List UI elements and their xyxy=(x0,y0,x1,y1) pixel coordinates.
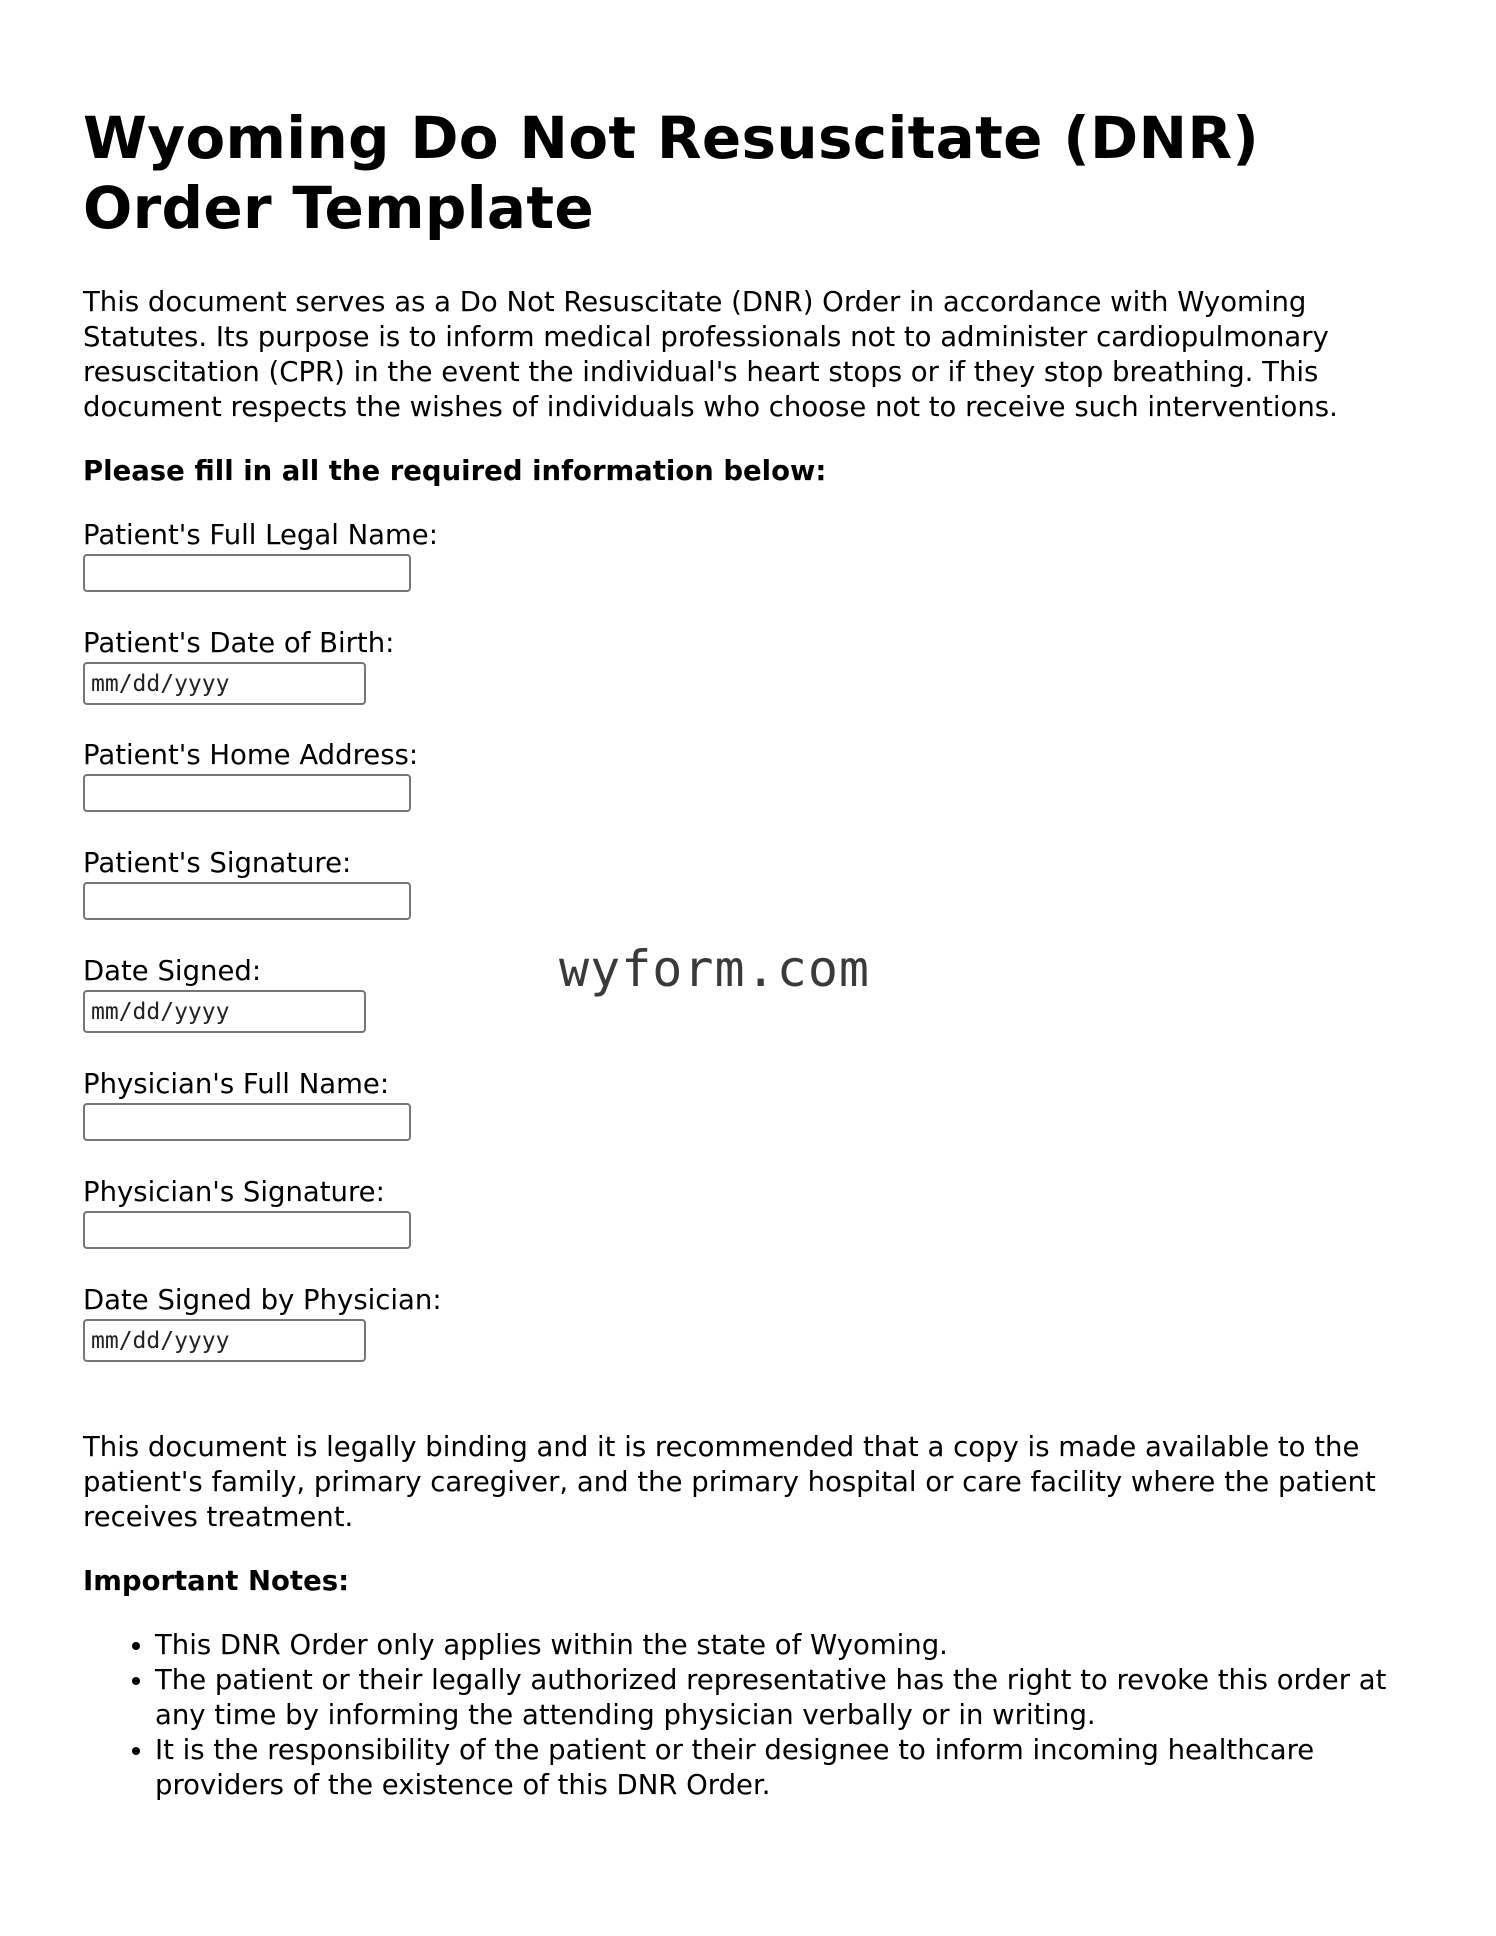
closing-paragraph: This document is legally binding and it is recommended that a copy is made available to the patient's family, primary caregiver, and the primary hospital or care facility where the patient receives treatment. xyxy=(83,1431,1376,1533)
intro-paragraph: This document serves as a Do Not Resuscitate (DNR) Order in accordance with Wyoming Statutes. Its purpose is to inform medical professionals not to administer cardiopulmonary resuscitation (CPR) in the event the individual's heart stops or if they stop breathing. This document respects the wishes of individuals who choose not to receive such interventions. xyxy=(83,286,1338,423)
patient-dob-label: Patient's Date of Birth: xyxy=(83,627,395,659)
patient-dob-field[interactable] xyxy=(83,662,366,705)
patient-signature-label: Patient's Signature: xyxy=(83,847,352,879)
date-signed-label: Date Signed: xyxy=(83,955,262,987)
instructions-heading: Please fill in all the required information below: xyxy=(83,455,827,487)
patient-signature-field[interactable] xyxy=(83,882,411,920)
physician-signature-field[interactable] xyxy=(83,1211,411,1249)
note-item: • It is the responsibility of the patient or their designee to inform incoming healthcare providers of the existence of this DNR Order. xyxy=(155,1733,1423,1803)
physician-date-signed-field[interactable] xyxy=(83,1319,366,1362)
patient-name-field[interactable] xyxy=(83,554,411,592)
physician-name-label: Physician's Full Name: xyxy=(83,1068,390,1100)
notes-list xyxy=(83,1628,1423,1803)
note-item: • This DNR Order only applies within the state of Wyoming. xyxy=(155,1628,1423,1663)
note-item: • The patient or their legally authorized representative has the right to revoke this order at any time by informing the attending physician verbally or in writing. xyxy=(155,1663,1423,1733)
physician-signature-label: Physician's Signature: xyxy=(83,1176,385,1208)
patient-address-label: Patient's Home Address: xyxy=(83,739,419,771)
patient-name-label: Patient's Full Legal Name: xyxy=(83,519,438,551)
patient-address-field[interactable] xyxy=(83,774,411,812)
date-signed-field[interactable] xyxy=(83,990,366,1033)
physician-name-field[interactable] xyxy=(83,1103,411,1141)
page-title: Wyoming Do Not Resuscitate (DNR) Order Template xyxy=(83,104,1260,242)
notes-heading: Important Notes: xyxy=(83,1565,350,1597)
physician-date-signed-label: Date Signed by Physician: xyxy=(83,1284,442,1316)
watermark-text: wyform.com xyxy=(559,940,871,998)
